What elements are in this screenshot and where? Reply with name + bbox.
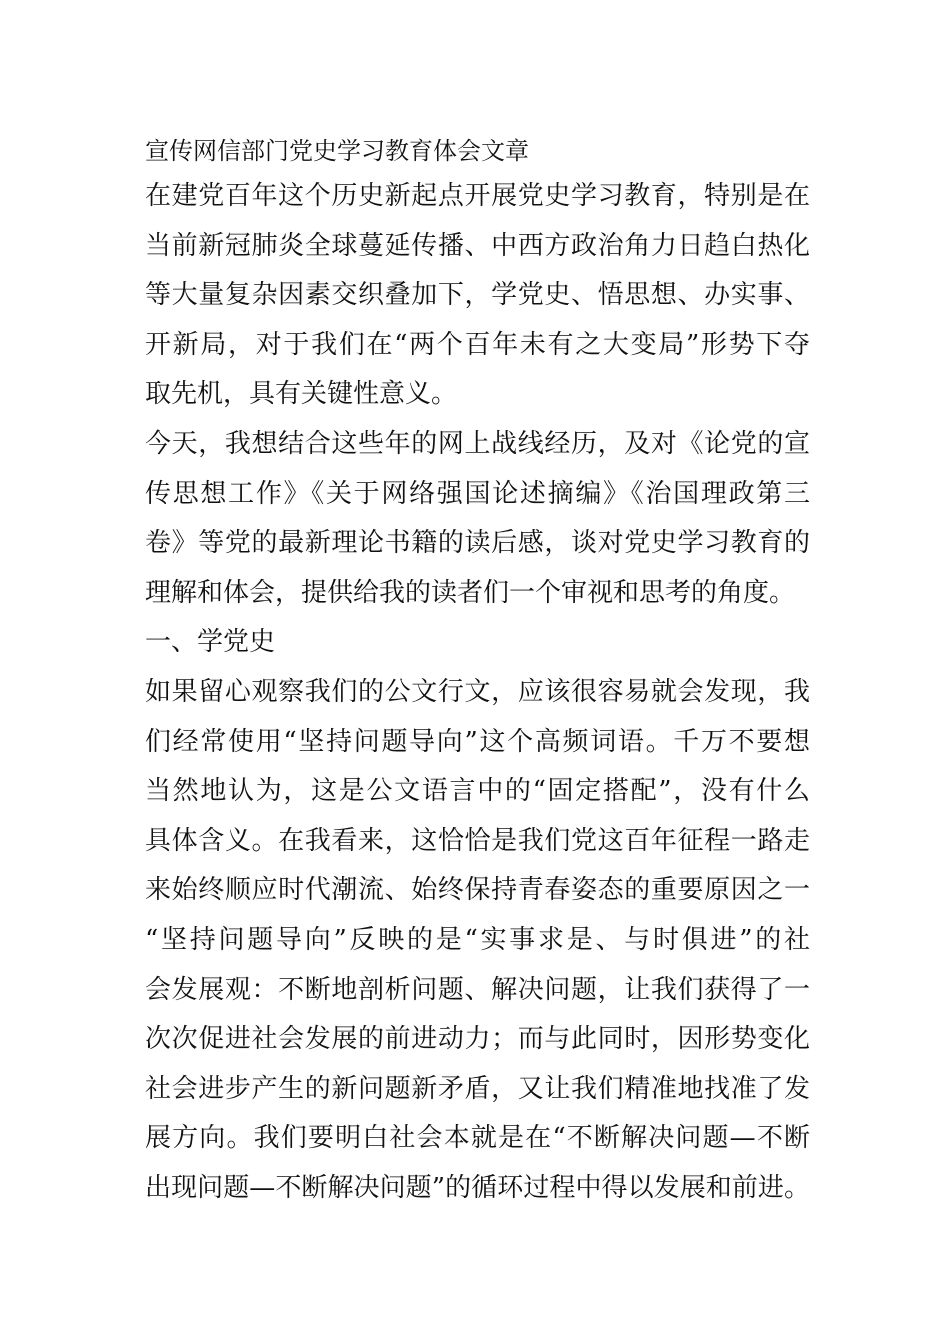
document-body — [145, 130, 810, 1213]
paragraph-line: 当前新冠肺炎全球蔓延传播、中西方政治角力日趋白热化 — [145, 230, 810, 261]
paragraph-line: 次次促进社会发展的前进动力；而与此同时，因形势变化 — [145, 1024, 810, 1055]
paragraph-line: 展方向。我们要明白社会本就是在“不断解决问题—不断 — [145, 1123, 810, 1154]
paragraph-line: 具体含义。在我看来，这恰恰是我们党这百年征程一路走 — [145, 825, 810, 856]
paragraph-line: 们经常使用“坚持问题导向”这个高频词语。千万不要想 — [145, 726, 810, 757]
paragraph-line: 等大量复杂因素交织叠加下，学党史、悟思想、办实事、 — [145, 280, 810, 311]
paragraph-line: 今天，我想结合这些年的网上战线经历，及对《论党的宣 — [145, 428, 810, 459]
paragraph-line: 取先机，具有关键性意义。 — [145, 379, 458, 410]
paragraph-problem-orientation — [145, 668, 810, 1214]
paragraph-line: 开新局，对于我们在“两个百年未有之大变局”形势下夺 — [145, 329, 810, 360]
paragraph-line: 来始终顺应时代潮流、始终保持青春姿态的重要原因之一 — [145, 875, 810, 906]
paragraph-line: 当然地认为，这是公文语言中的“固定搭配”，没有什么 — [145, 776, 810, 807]
paragraph-line: 如果留心观察我们的公文行文，应该很容易就会发现，我 — [145, 676, 810, 707]
paragraph-line: 理解和体会，提供给我的读者们一个审视和思考的角度。 — [145, 577, 796, 608]
paragraph-line: 社会进步产生的新问题新矛盾，又让我们精准地找准了发 — [145, 1073, 810, 1104]
paragraph-line: 出现问题—不断解决问题”的循环过程中得以发展和前进。 — [145, 1172, 810, 1203]
paragraph-line: 会发展观：不断地剖析问题、解决问题，让我们获得了一 — [145, 974, 810, 1005]
paragraph-line: 传思想工作》《关于网络强国论述摘编》《治国理政第三 — [145, 478, 810, 509]
paragraph-intro — [145, 172, 810, 420]
paragraph-line: 卷》等党的最新理论书籍的读后感，谈对党史学习教育的 — [145, 528, 810, 559]
paragraph-context — [145, 420, 810, 618]
section-heading: 一、学党史 — [145, 627, 276, 658]
paragraph-line: 在建党百年这个历史新起点开展党史学习教育，特别是在 — [145, 181, 810, 211]
document-title: 宣传网信部门党史学习教育体会文章 — [145, 137, 529, 165]
paragraph-line: “坚持问题导向”反映的是“实事求是、与时俱进”的社 — [145, 924, 810, 955]
